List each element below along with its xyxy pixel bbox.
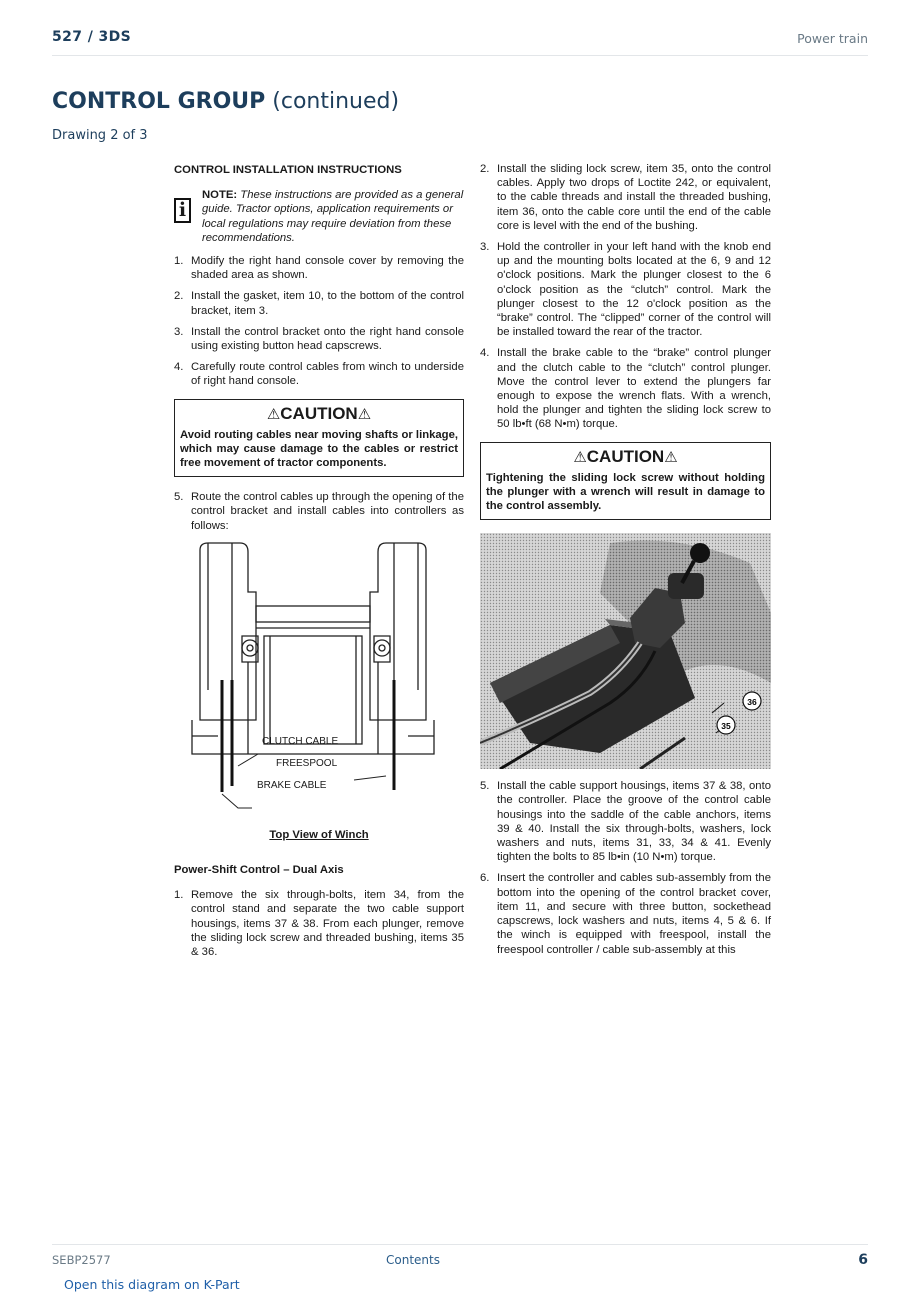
- step-number: 1.: [174, 889, 184, 902]
- step-number: 2.: [480, 163, 490, 175]
- step-text: Modify the right hand console cover by removing the shaded area as shown.: [191, 255, 464, 282]
- footer-divider: [52, 1244, 868, 1245]
- step-text: Insert the controller and cables sub-assembly from the bottom into the opening of the control bracket cover, item 11, and secure with three button, sockethead capscrews, lock washers and nuts, items 4, 5 & 6. If the winch is equipped with freespool, install the freespool controller / cable sub-assembly at this: [497, 872, 771, 956]
- install-steps: [174, 254, 464, 389]
- right-column: [480, 162, 771, 964]
- step-text: Carefully route control cables from winch to underside of right hand console.: [191, 361, 464, 388]
- list-item: [174, 289, 464, 317]
- page-title: [52, 89, 399, 114]
- step-text: Install the control bracket onto the right hand console using existing button head capscrews.: [191, 325, 464, 353]
- step-number: 4.: [480, 347, 490, 360]
- kpart-link[interactable]: Open this diagram on K-Part: [64, 1277, 240, 1292]
- caution-title-text: CAUTION: [280, 403, 358, 423]
- header-divider: [52, 55, 868, 56]
- step-number: 1.: [174, 255, 184, 268]
- footer-doc-code: SEBP2577: [52, 1253, 111, 1267]
- step-text: Hold the controller in your left hand with the knob end up and the mounting bolts located at the 6, 9 and 12 o'clock positions. Mark the plunger closest to the 6 o'clock position as the “clutch” control. Mark the plunger closest to the 12 o'clock position as the “brake” control. The “clipped” corner of the control will be installed toward the rear of the tractor.: [497, 241, 771, 339]
- install-steps-right-continued: [480, 779, 771, 956]
- diagram-caption: Top View of Winch: [269, 828, 369, 841]
- controller-photo: [480, 533, 771, 769]
- step-number: 3.: [480, 241, 490, 254]
- list-item: [480, 240, 771, 339]
- power-shift-steps: [174, 888, 464, 959]
- note-block: [174, 188, 464, 245]
- step-text: Remove the six through-bolts, item 34, from the control stand and separate the two cable support housings, items 37 & 38. From each plunger, remove the sliding lock screw and threaded bushing, items 35 & 36.: [191, 889, 464, 959]
- warning-triangle-icon: ⚠: [266, 405, 281, 423]
- step-number: 6.: [480, 872, 490, 885]
- info-icon: i: [174, 198, 191, 223]
- step-text: Install the sliding lock screw, item 35, onto the control cables. Apply two drops of Loctite 242, or equivalent, to the cable threads and install the threaded bushing, item 36, onto the cable core until the end of the cable core is level with the end of the bushing.: [497, 163, 771, 232]
- list-item: [174, 360, 464, 388]
- list-item: [480, 779, 771, 864]
- step-text: Install the cable support housings, items 37 & 38, onto the controller. Place the groove of the control cable housings into the saddle of the cable anchors, items 39 & 40. Install the six through-bolts, washers, lock washers and nuts, items 31, 33, 34 & 41. Evenly tighten the bolts to 85 lb•in (10 N•m) torque.: [497, 780, 771, 864]
- list-item: [174, 490, 464, 533]
- list-item: [174, 888, 464, 959]
- callout-36: 36: [747, 697, 757, 708]
- clutch-cable-label: CLUTCH CABLE: [262, 735, 339, 747]
- page-number: 6: [858, 1252, 868, 1268]
- list-item: [480, 871, 771, 956]
- list-item: [480, 162, 771, 233]
- document-id: 527 / 3DS: [52, 29, 132, 45]
- step-number: 5.: [480, 780, 490, 793]
- caution-title: [486, 447, 765, 468]
- install-steps-right: [480, 162, 771, 432]
- step-number: 2.: [174, 290, 184, 303]
- note-text-wrap: [202, 188, 464, 245]
- step-number: 5.: [174, 491, 184, 504]
- install-steps-continued: [174, 490, 464, 533]
- step-number: 4.: [174, 361, 184, 374]
- freespool-label: FREESPOOL: [276, 757, 338, 769]
- warning-triangle-icon: ⚠: [573, 448, 587, 466]
- page-title-main: CONTROL GROUP: [52, 89, 266, 114]
- left-column: [174, 162, 464, 966]
- instructions-heading: CONTROL INSTALLATION INSTRUCTIONS: [174, 164, 402, 176]
- caution-title: [180, 404, 458, 425]
- caution-title-text: CAUTION: [586, 446, 665, 466]
- contents-link[interactable]: Contents: [386, 1253, 440, 1267]
- caution-text: Avoid routing cables near moving shafts or linkage, which may cause damage to the cables or restrict free movement of tractor components.: [180, 428, 458, 470]
- step-text: Route the control cables up through the opening of the control bracket and install cables into controllers as follows:: [191, 491, 464, 532]
- note-text: These instructions are provided as a general guide. Tractor options, application requirements or local regulations may require deviation from these recommendations.: [202, 189, 464, 244]
- warning-triangle-icon: ⚠: [357, 405, 372, 423]
- caution-box-lock-screw: [480, 442, 771, 521]
- section-name: Power train: [797, 31, 868, 46]
- list-item: [174, 325, 464, 353]
- drawing-label: Drawing 2 of 3: [52, 128, 148, 143]
- page-title-suffix: (continued): [272, 89, 400, 114]
- list-item: [480, 346, 771, 431]
- step-text: Install the gasket, item 10, to the bottom of the control bracket, item 3.: [191, 290, 464, 317]
- list-item: [174, 254, 464, 282]
- step-text: Install the brake cable to the “brake” control plunger and the clutch cable to the “clutch” control plunger. Move the control lever to extend the plungers far enough to expose the wrench flats. With a wrench, hold the plunger and tighten the sliding lock screw to 50 lb•ft (68 N•m) torque.: [497, 347, 771, 431]
- warning-triangle-icon: ⚠: [664, 448, 678, 466]
- power-shift-heading: Power-Shift Control – Dual Axis: [174, 864, 344, 877]
- caution-box-routing: [174, 399, 464, 478]
- step-number: 3.: [174, 325, 184, 338]
- brake-cable-label: BRAKE CABLE: [257, 779, 327, 791]
- note-label: NOTE:: [202, 189, 238, 202]
- callout-35: 35: [721, 721, 731, 732]
- caution-text: Tightening the sliding lock screw without holding the plunger with a wrench will result in damage to the control assembly.: [486, 471, 765, 513]
